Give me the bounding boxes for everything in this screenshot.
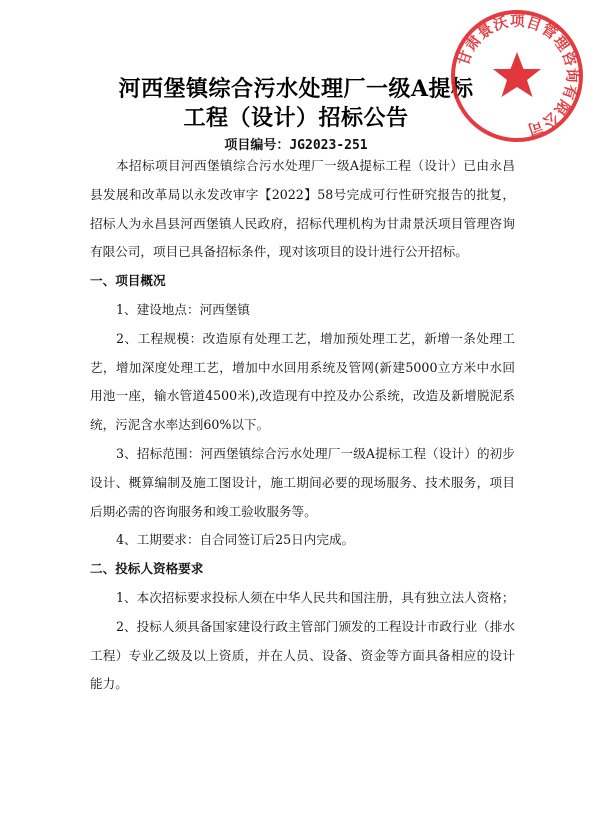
project-number-value: JG2023-251	[289, 138, 368, 153]
overview-item-duration: 4、工期要求：自合同签订后25日内完成。	[116, 532, 355, 548]
document-title-line2: 工程（设计）招标公告	[183, 105, 409, 131]
document-body	[90, 152, 515, 699]
document-title-line1: 河西堡镇综合污水处理厂一级A提标	[118, 76, 474, 102]
section-heading-overview: 一、项目概况	[90, 273, 166, 289]
intro-paragraph: 本招标项目河西堡镇综合污水处理厂一级A提标工程（设计）已由永昌县发展和改革局以永发改审字【2022】58号完成可行性研究报告的批复，招标人为永昌县河西堡镇人民政府，招标代理机构为甘肃景沃项目管理咨询有限公司，项目已具备招标条件，现对该项目的设计进行公开招标。	[90, 158, 515, 260]
seal-text: 甘肃景沃项目管理咨询有限公司	[456, 13, 580, 138]
qualification-item-certification: 2、投标人须具备国家建设行政主管部门颁发的工程设计市政行业（排水工程）专业乙级及以上资质，并在人员、设备、资金等方面具备相应的设计能力。	[90, 618, 515, 692]
qualification-item-registration: 1、本次招标要求投标人须在中华人民共和国注册，具有独立法人资格；	[116, 589, 515, 605]
seal-star-icon	[493, 52, 541, 97]
project-number-label: 项目编号：	[224, 138, 290, 153]
company-seal-stamp	[449, 8, 585, 144]
overview-item-scale: 2、工程规模：改造原有处理工艺，增加预处理工艺，新增一条处理工艺，增加深度处理工艺，增加中水回用系统及管网(新建5000立方米中水回用池一座，输水管道4500米),改造现有中控及办公系统，改造及新增脱泥系统，污泥含水率达到60%以下。	[90, 330, 515, 433]
overview-item-location: 1、建设地点：河西堡镇	[116, 301, 250, 317]
section-heading-qualification: 二、投标人资格要求	[90, 561, 204, 577]
overview-item-scope: 3、招标范围：河西堡镇综合污水处理厂一级A提标工程（设计）的初步设计、概算编制及施工图设计，施工期间必要的现场服务、技术服务，项目后期必需的咨询服务和竣工验收服务等。	[90, 445, 515, 519]
